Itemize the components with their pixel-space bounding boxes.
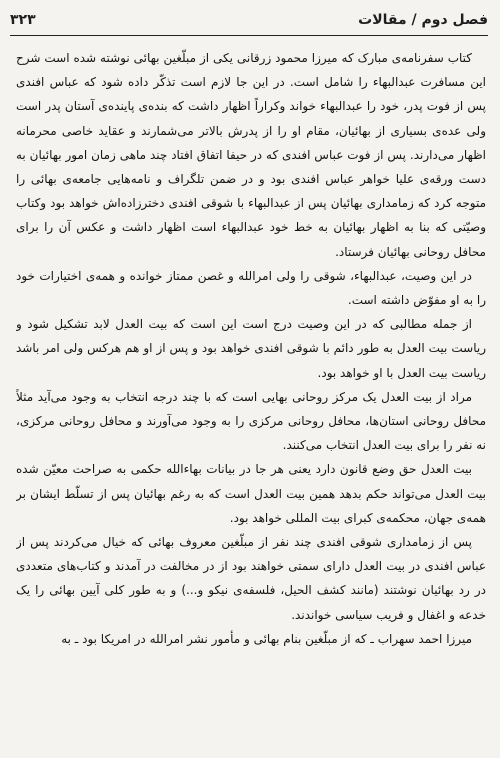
paragraph: بیت العدل حق وضع قانون دارد یعنی هر جا در بیانات بهاءالله حکمی به صراحت معیّن شده بیت العدل می‌تواند حکم بدهد همین بیت العدل است که به رغم بهائیان پس از تسلّط ایشان بر همه‌ی جهان، محکمه‌ی کبرای بیت المللی خواهد بود.	[16, 462, 486, 525]
section-title: فصل دوم / مقالات	[358, 12, 488, 28]
paragraph: پس از زمامداری شوقی افندی چند نفر از مبلّغین معروف بهائی که خیال می‌کردند پس از عباس افندی در بیت العدل دارای سمتی خواهند بود از در مخالفت در آمدند و کتاب‌های متعددی در رد بهائیان نوشتند (مانند کشف الحیل، فلسفه‌ی نیکو و...) و به طور کلی آیین بهائی را یک خدعه و اغفال و فریب سیاسی خواندند.	[16, 535, 486, 622]
paragraph: میرزا احمد سهراب ـ که از مبلّغین بنام بهائی و مأمور نشر امرالله در امریکا بود ـ به	[61, 631, 472, 646]
header-rule	[10, 35, 488, 36]
running-header	[10, 8, 488, 34]
paragraph: مراد از بیت العدل یک مرکز روحانی بهایی است که با چند درجه انتخاب به وجود می‌آید مثلاً محافل روحانی استان‌ها، محافل روحانی مرکزی را به وجود می‌آورند و محافل روحانی مرکزی، نه نفر را برای بیت العدل انتخاب می‌کنند.	[16, 389, 486, 453]
paragraph: در این وصیت، عبدالبهاء، شوقی را ولی امرالله و غصن ممتاز خوانده و همه‌ی اختیارات خود را به او مفوّض داشته است.	[16, 268, 486, 308]
body-text	[16, 46, 486, 752]
paragraph: کتاب سفرنامه‌ی مبارک که میرزا محمود زرقانی یکی از مبلّغین بهائی نوشته شده است شرح این مسافرت عبدالبهاء را شامل است. در این جا لازم است تذکّر داده شود که عباس افندی پس از فوت پدر، خود را عبدالبهاء خواند وکراراً اظهار داشت که بنده‌ی پاینده‌ی آستان پدر است ولی عده‌ی بسیاری از بهائیان، مقام او را از پدرش بالاتر می‌شمارند و عقاید خاصی محرمانه اظهار می‌دارند. پس از فوت عباس افندی که در حیفا اتفاق افتاد چند ماهی زمان امور بهائیان به دست ورقه‌ی علیا خواهر عباس افندی بود و در ضمن تلگراف و نامه‌هایی جامعه‌ی بهائی را متوجه کرد که زمامداری بهائیان پس از عبدالبهاء با شوقی افندی دخترزاده‌اش خواهد بود وکتاب وصیّتی که بنا به اظهار بهائیان به خط خود عبدالبهاء است اظهار داشت و عکس آن را برای محافل روحانی بهائیان فرستاد.	[16, 51, 486, 259]
page-number: ۳۲۳	[10, 12, 36, 28]
paragraph: از جمله مطالبی که در این وصیت درج است این است که بیت العدل لابد تشکیل شود و ریاست بیت العدل به طور دائم با شوقی افندی خواهد بود و پس از او هم هرکس ولی امر باشد ریاست بیت العدل با او خواهد بود.	[16, 317, 486, 380]
